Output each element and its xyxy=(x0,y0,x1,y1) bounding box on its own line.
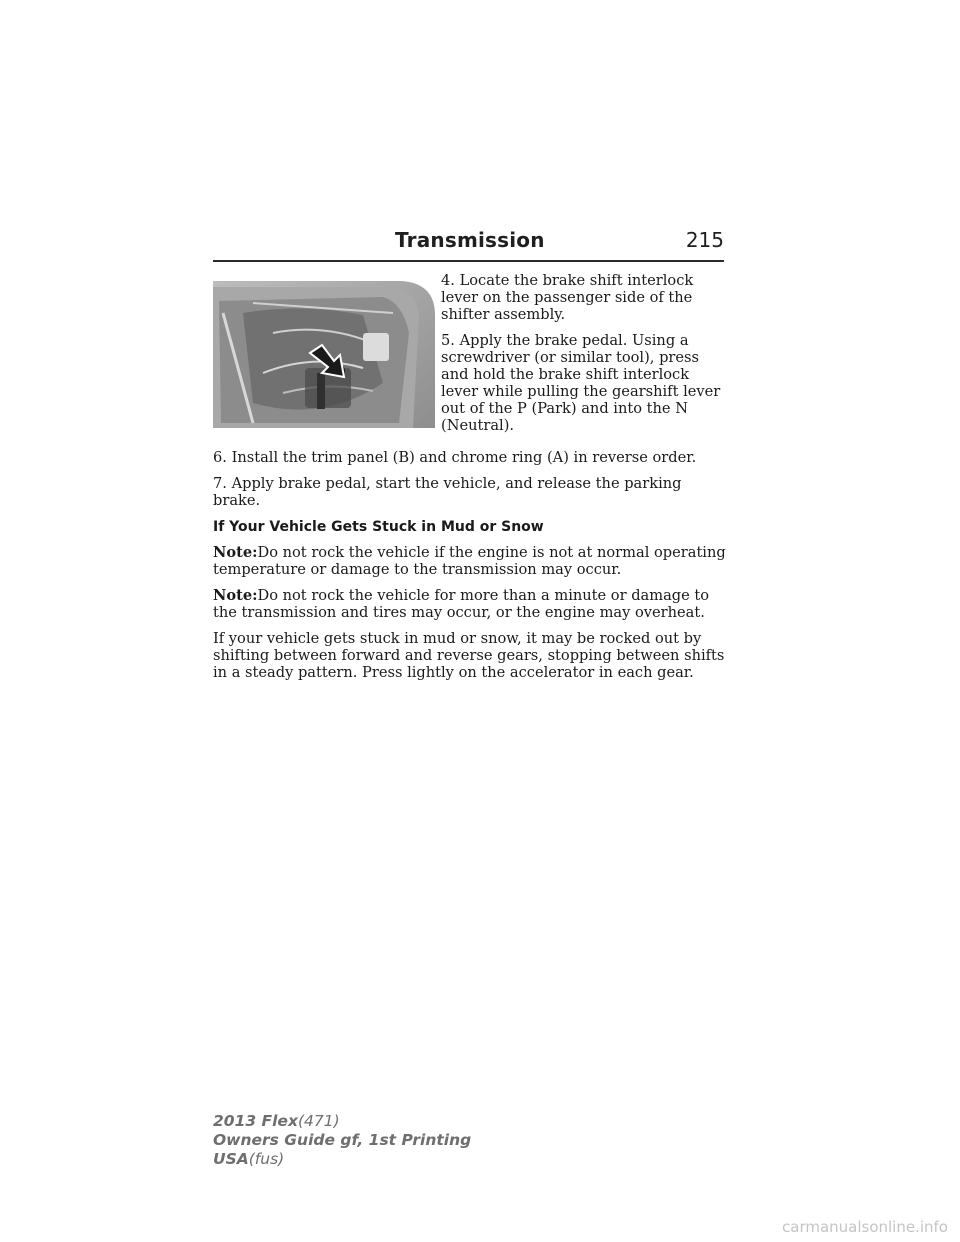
note-paragraph xyxy=(213,544,728,578)
footer-guide: Owners Guide gf, 1st Printing xyxy=(213,1131,472,1149)
footer-code: (471) xyxy=(297,1112,340,1130)
footer-market-code: (fus) xyxy=(248,1150,285,1168)
main-content xyxy=(213,449,728,690)
step-7: 7. Apply brake pedal, start the vehicle, and release the parking brake. xyxy=(213,475,682,509)
step-5: 5. Apply the brake pedal. Using a screwdriver (or similar tool), press and hold the brake shift interlock lever while pulling the gearshift lever out of the P (Park) and into the N (Neutral). xyxy=(441,332,721,434)
arrow-indicator-icon xyxy=(308,343,348,379)
note-text: Do not rock the vehicle if the engine is not at normal operating temperature or damage to the transmission may occur. xyxy=(213,544,726,578)
note-label: Note: xyxy=(213,544,258,561)
page-header xyxy=(213,228,724,262)
watermark: carmanualsonline.info xyxy=(782,1218,948,1236)
footer-model: 2013 Flex xyxy=(213,1112,298,1130)
footer-line-guide xyxy=(213,1131,471,1150)
print-footer xyxy=(213,1112,471,1169)
section-heading: If Your Vehicle Gets Stuck in Mud or Snow xyxy=(213,519,544,535)
note-label: Note: xyxy=(213,587,258,604)
step-4: 4. Locate the brake shift interlock lever on the passenger side of the shifter assembly. xyxy=(441,272,694,323)
note-text: Do not rock the vehicle for more than a minute or damage to the transmission and tires may occur, or the engine may overheat. xyxy=(213,587,710,621)
figure-side-steps xyxy=(441,272,726,443)
step-6: 6. Install the trim panel (B) and chrome ring (A) in reverse order. xyxy=(213,449,697,466)
section-title: Transmission xyxy=(395,228,545,252)
footer-line-model xyxy=(213,1112,471,1131)
footer-market: USA xyxy=(213,1150,249,1168)
note-paragraph xyxy=(213,587,728,621)
page-number: 215 xyxy=(685,228,724,252)
body-paragraph: If your vehicle gets stuck in mud or snow, it may be rocked out by shifting between forward and reverse gears, stopping between shifts in a steady pattern. Press lightly on the accelerator in each gear. xyxy=(213,630,725,681)
shifter-illustration xyxy=(213,273,435,428)
footer-line-market xyxy=(213,1150,471,1169)
